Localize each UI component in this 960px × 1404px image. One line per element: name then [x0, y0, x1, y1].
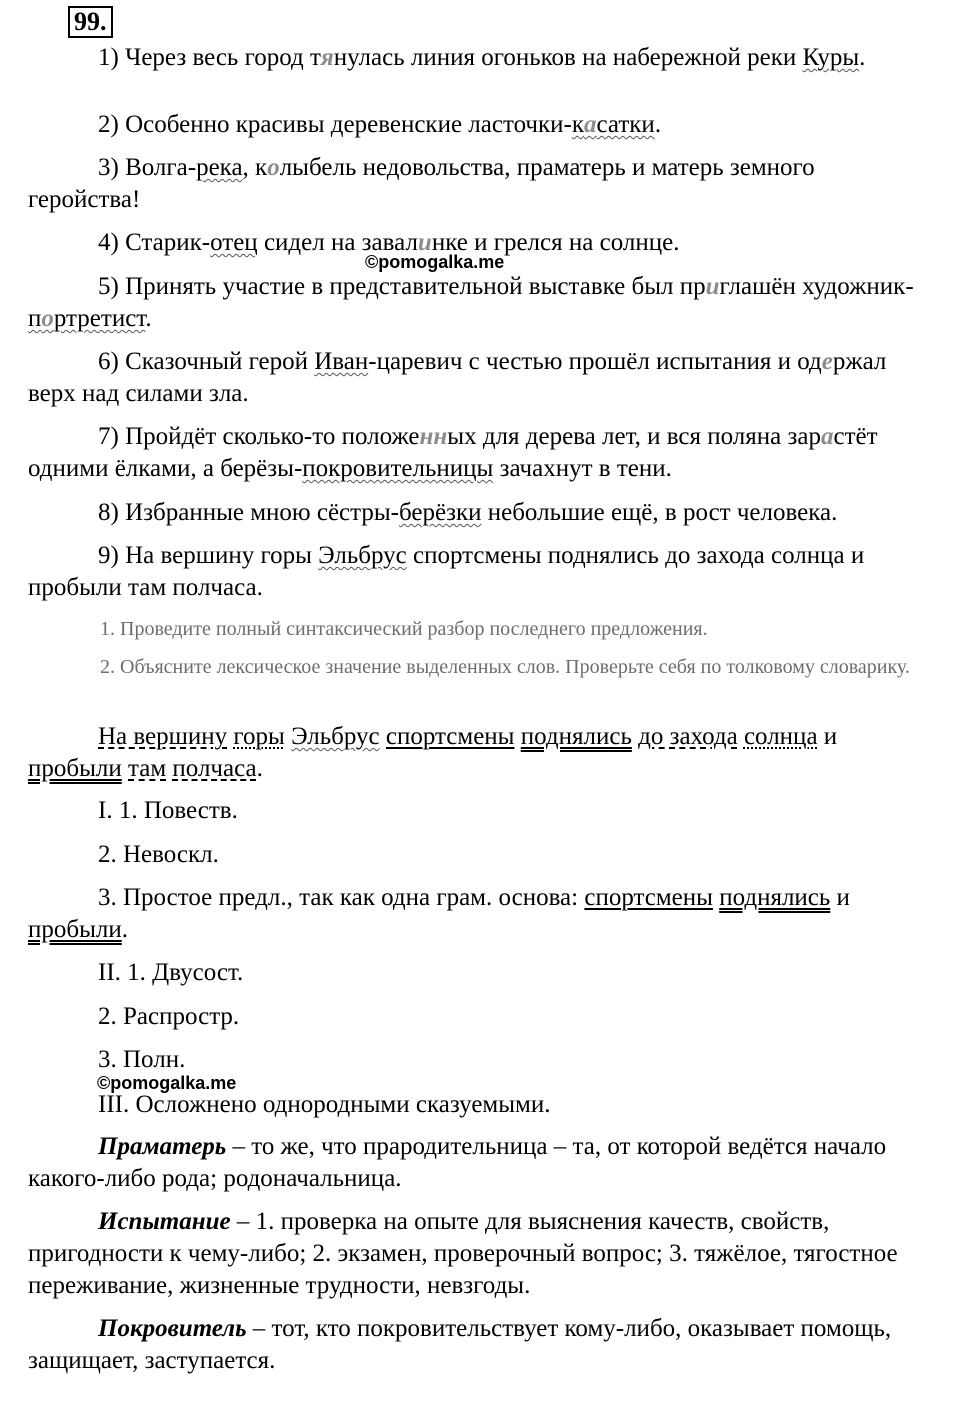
- definition-ispytanie: Испытание – 1. проверка на опыте для выяснения качеств, свойств, пригодности к чему-либо; 2. экзамен, проверочный вопрос; 3. тяжёлое, тягостное переживание, жизненные трудности, невзгоды.: [28, 1208, 898, 1299]
- attribute-wavy: Эльбрус: [291, 723, 380, 750]
- definition-pramater: Праматерь – то же, что прародительница – та, от которой ведётся начало какого-либо рода; родоначальница.: [28, 1133, 887, 1192]
- task-2: 2. Объясните лексическое значение выделенных слов. Проверьте себя по толковому словарику.: [100, 656, 910, 678]
- definition-term: Покровитель: [98, 1315, 247, 1342]
- parsed-sentence: На вершину горы Эльбрус спортсмены поднялись до захода солнца и пробыли там полчаса.: [28, 723, 838, 782]
- highlighted-letter: о: [41, 305, 54, 332]
- watermark-top: ©pomogalka.me: [365, 252, 505, 272]
- analysis-line-4: II. 1. Двусост.: [98, 959, 244, 986]
- attribute: солнца: [743, 723, 818, 750]
- circumstance: полчаса: [172, 755, 257, 782]
- sentence-8: 8) Избранные мною сёстры-берёзки небольшие ещё, в рост человека.: [98, 499, 838, 526]
- sentence-7: 7) Пройдёт сколько-то положенных для дерева лет, и вся поляна зарастёт одними ёлками, а берёзы-покровительницы зачахнут в тени.: [28, 423, 878, 482]
- spelling-word: Куры: [802, 44, 860, 71]
- circumstance: На вершину: [98, 723, 228, 750]
- predicate: поднялись: [520, 723, 632, 750]
- attribute: горы: [233, 723, 285, 750]
- highlighted-letters: нн: [419, 423, 448, 450]
- highlighted-letter: а: [584, 111, 597, 138]
- circumstance: там: [128, 755, 167, 782]
- task-1: 1. Проведите полный синтаксический разбор последнего предложения.: [100, 618, 708, 640]
- definition-term: Испытание: [98, 1208, 231, 1235]
- definition-pokrovitel: Покровитель – тот, кто покровительствует кому-либо, оказывает помощь, защищает, заступается.: [28, 1315, 892, 1374]
- highlighted-letter: я: [320, 44, 334, 71]
- highlighted-letter: а: [820, 423, 834, 450]
- analysis-line-3: 3. Простое предл., так как одна грам. основа: спортсмены поднялись и пробыли.: [28, 884, 850, 943]
- exercise-number: 99.: [68, 6, 113, 38]
- analysis-line-7: III. Осложнено однородными сказуемыми.: [98, 1091, 551, 1118]
- highlighted-letter: е: [821, 348, 833, 375]
- highlighted-letter: и: [417, 229, 432, 256]
- analysis-line-6: 3. Полн.: [98, 1046, 186, 1073]
- spelling-word: отец: [210, 229, 258, 256]
- analysis-line-5: 2. Распростр.: [98, 1003, 240, 1030]
- spelling-word: покровительницы: [302, 455, 494, 482]
- sentence-4: 4) Старик-отец сидел на завалинке и грелся на солнце.: [98, 229, 680, 256]
- sentence-1: 1) Через весь город тянулась линия огоньков на набережной реки Куры.: [98, 44, 866, 71]
- highlighted-letter: о: [267, 154, 280, 181]
- definition-term: Праматерь: [98, 1133, 227, 1160]
- sentence-3: 3) Волга-река, колыбель недовольства, праматерь и матерь земного геройства!: [28, 154, 815, 213]
- sentence-6: 6) Сказочный герой Иван-царевич с честью прошёл испытания и одержал верх над силами зла.: [28, 348, 887, 407]
- spelling-word: река: [196, 154, 243, 181]
- predicate: пробыли: [28, 916, 122, 943]
- subject: спортсмены: [385, 723, 515, 750]
- spelling-word: Эльбрус: [318, 542, 407, 569]
- spelling-word: берёзки: [399, 499, 482, 526]
- analysis-line-2: 2. Невоскл.: [98, 841, 219, 868]
- watermark-bottom: ©pomogalka.me: [97, 1073, 237, 1093]
- spelling-word: Иван: [314, 348, 369, 375]
- analysis-line-1: I. 1. Повеств.: [98, 797, 238, 824]
- circumstance: до захода: [638, 723, 738, 750]
- sentence-9: 9) На вершину горы Эльбрус спортсмены поднялись до захода солнца и пробыли там полчаса.: [28, 542, 865, 601]
- sentence-2: 2) Особенно красивы деревенские ласточки-касатки.: [98, 111, 662, 138]
- subject: спортсмены: [584, 884, 713, 911]
- sentence-5: 5) Принять участие в представительной выставке был приглашён художник-портретист.: [28, 273, 914, 332]
- highlighted-letter: и: [705, 273, 720, 300]
- predicate: поднялись: [719, 884, 831, 911]
- predicate: пробыли: [28, 755, 122, 782]
